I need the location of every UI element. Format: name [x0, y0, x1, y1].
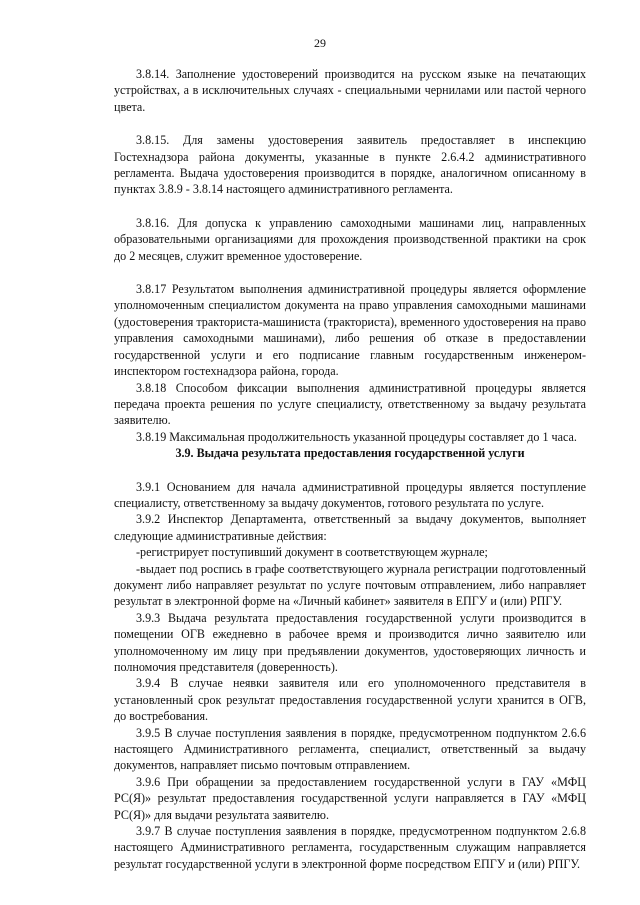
paragraph-3-9-1: 3.9.1 Основанием для начала административной процедуры является поступление специалисту, ответственному за выдачу документов, готового результата по услуге. [114, 479, 586, 510]
paragraph-3-9-3: 3.9.3 Выдача результата предоставления государственной услуги производится в помещении ОГВ ежедневно в рабочее время и производится лично заявителю или уполномоченному им лицу при предъявлении документов, удостоверяющих личность и полномочия представителя (доверенность). [114, 610, 586, 674]
list-item-register: -регистрирует поступивший документ в соответствующем журнале; [136, 545, 488, 560]
paragraph-3-8-15: 3.8.15. Для замены удостоверения заявитель предоставляет в инспекцию Гостехнадзора района документы, указанные в пункте 2.6.4.2 административного регламента. Выдача удостоверения производится в порядке, аналогичном описанному в пунктах 3.8.9 - 3.8.14 настоящего административного регламента. [114, 133, 586, 197]
list-item-issue: -выдает под роспись в графе соответствующего журнала регистрации подготовленный документ либо направляет результат по услуге почтовым отправлением, либо направляет результат в электронной форме на «Личный кабинет» заявителя в ЕПГУ и (или) РПГУ. [114, 561, 586, 609]
paragraph-3-9-7: 3.9.7 В случае поступления заявления в порядке, предусмотренном подпунктом 2.6.8 настоящего Административного регламента, государственным служащим направляется результат государственной услуги в электронной форме посредством ЕПГУ и (или) РПГУ. [114, 824, 586, 871]
paragraph-3-9-2: 3.9.2 Инспектор Департамента, ответственный за выдачу документов, выполняет следующие административные действия: [114, 512, 586, 543]
paragraph-3-8-14: 3.8.14. Заполнение удостоверений производится на русском языке на печатающих устройствах, а в исключительных случаях - специальными чернилами или пастой черного цвета. [114, 67, 586, 114]
page-body [114, 66, 586, 872]
paragraph-3-8-19: 3.8.19 Максимальная продолжительность указанной процедуры составляет до 1 часа. [136, 429, 577, 444]
paragraph-3-9-4: 3.9.4 В случае неявки заявителя или его уполномоченного представителя в установленный срок результат предоставления государственной услуги хранится в ОГВ, до востребования. [114, 676, 586, 724]
paragraph-3-8-18: 3.8.18 Способом фиксации выполнения административной процедуры является передача проекта решения по услуге специалисту, ответственному за выдачу результата заявителю. [114, 380, 586, 428]
page-number: 29 [314, 36, 326, 50]
paragraph-3-9-6: 3.9.6 При обращении за предоставлением государственной услуги в ГАУ «МФЦ РС(Я)» результат предоставления государственной услуги направляется в ГАУ «МФЦ РС(Я)» для выдачи результата заявителю. [114, 774, 586, 822]
section-heading-3-9: 3.9. Выдача результата предоставления государственной услуги [175, 446, 525, 461]
paragraph-3-8-16: 3.8.16. Для допуска к управлению самоходными машинами лиц, направленных образовательными организациями для прохождения производственной практики на срок до 2 месяцев, служит временное удостоверение. [114, 215, 586, 263]
paragraph-3-8-17: 3.8.17 Результатом выполнения административной процедуры является оформление уполномоченным специалистом документа на право управления самоходными машинами (удостоверения тракториста-машиниста (тракториста), временного удостоверения на право управления самоходными машинами), либо решения об отказе в предоставлении государственной услуги и его подписание главным государственным инженером-инспектором гостехнадзора района, города. [114, 282, 586, 379]
paragraph-3-9-5: 3.9.5 В случае поступления заявления в порядке, предусмотренном подпунктом 2.6.6 настоящего Административного регламента, специалист, ответственный за выдачу документов, направляет письмо почтовым отправлением. [114, 725, 586, 773]
